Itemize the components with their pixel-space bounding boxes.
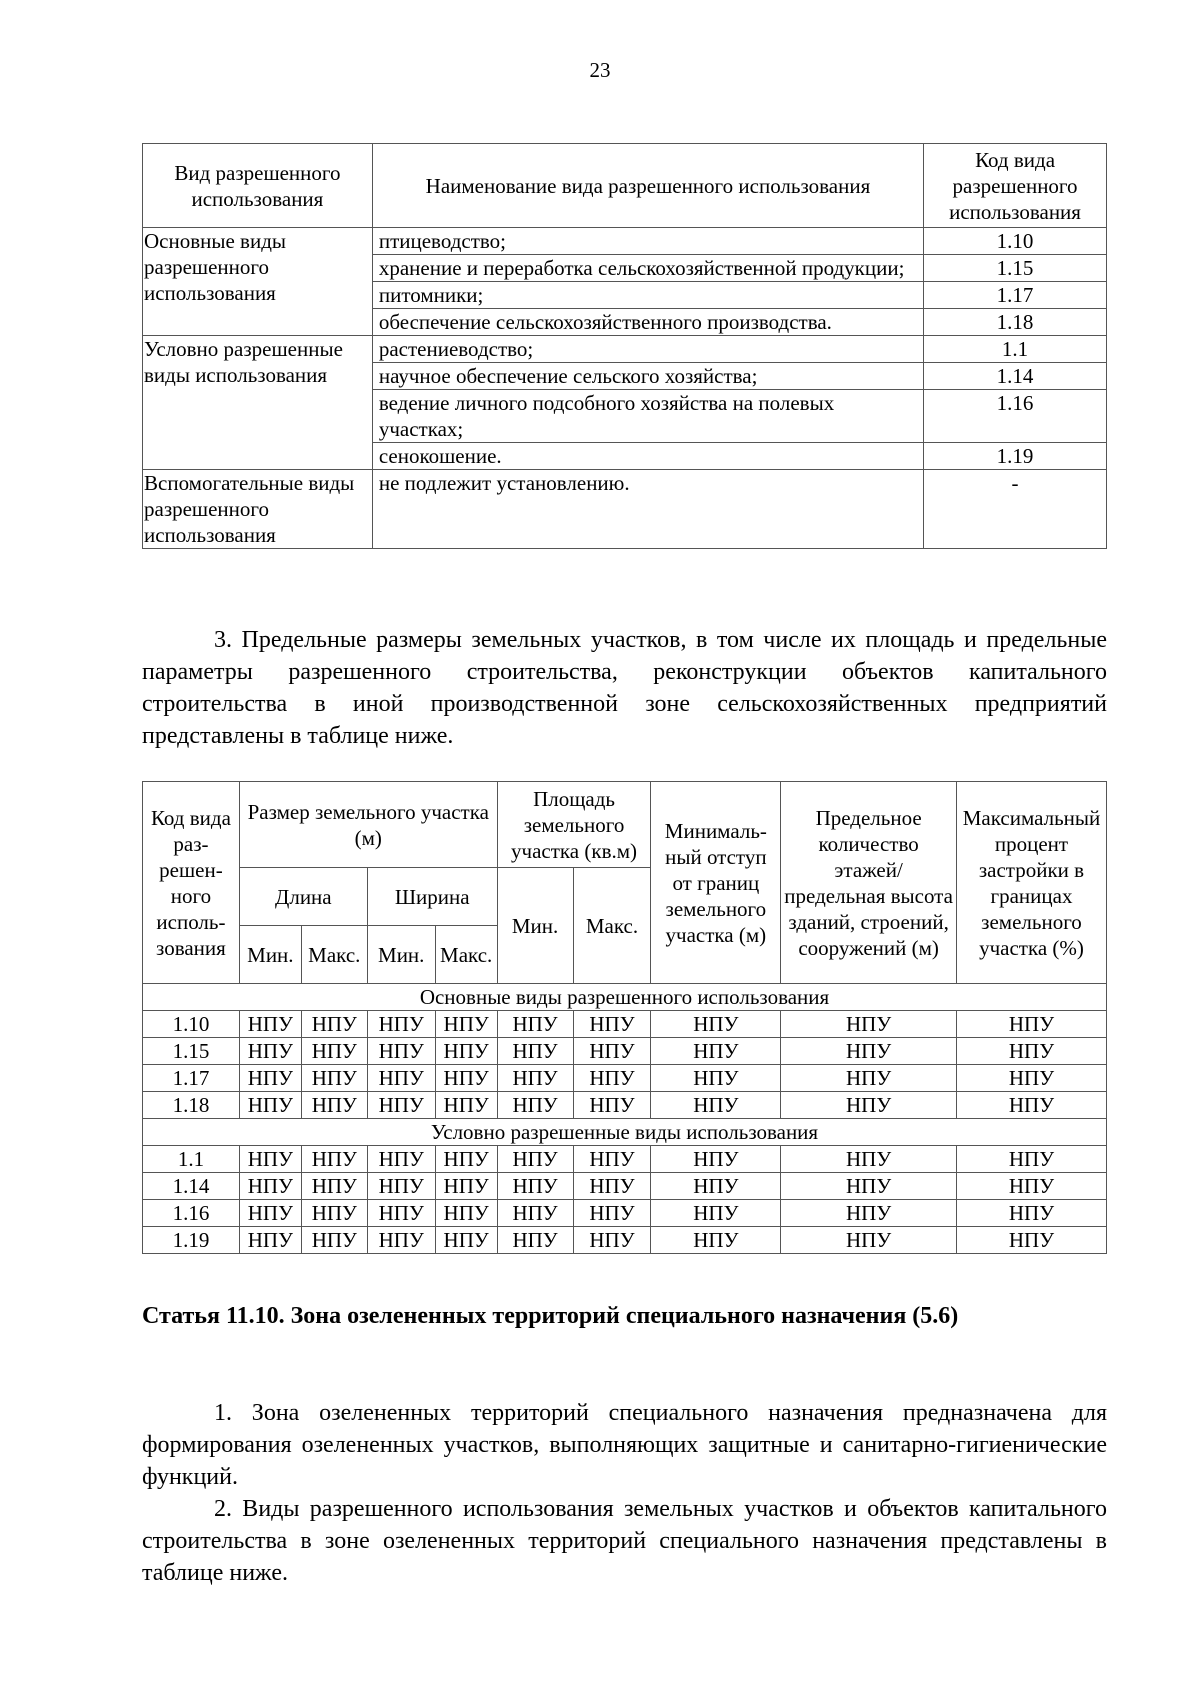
value-cell: НПУ <box>781 1038 957 1065</box>
section-title: Основные виды разрешенного использования <box>143 984 1107 1011</box>
value-cell: НПУ <box>301 1011 367 1038</box>
value-cell: НПУ <box>573 1173 651 1200</box>
value-cell: НПУ <box>367 1092 435 1119</box>
use-name-cell: ведение личного подсобного хозяйства на полевых участках; <box>372 390 923 443</box>
value-cell: НПУ <box>301 1038 367 1065</box>
header-length-max: Макс. <box>301 926 367 984</box>
table-row <box>143 1200 1107 1227</box>
value-cell: НПУ <box>435 1227 497 1254</box>
value-cell: НПУ <box>435 1011 497 1038</box>
header-area-max: Макс. <box>573 868 651 984</box>
article-paragraph-2: 2. Виды разрешенного использования земельных участков и объектов капитального строительства в зоне озелененных территорий специального назначения представлены в таблице ниже. <box>142 1496 1107 1586</box>
value-cell: НПУ <box>651 1173 781 1200</box>
use-code-cell: 1.18 <box>924 309 1107 336</box>
category-cell: Основные виды разрешенного использования <box>143 228 373 336</box>
code-cell: 1.16 <box>143 1200 240 1227</box>
header-use-kind: Вид разрешенного использования <box>143 144 373 228</box>
code-cell: 1.17 <box>143 1065 240 1092</box>
value-cell: НПУ <box>651 1011 781 1038</box>
value-cell: НПУ <box>435 1146 497 1173</box>
value-cell: НПУ <box>651 1065 781 1092</box>
table-row <box>143 1146 1107 1173</box>
value-cell: НПУ <box>239 1011 301 1038</box>
value-cell: НПУ <box>367 1038 435 1065</box>
use-code-cell: 1.17 <box>924 282 1107 309</box>
value-cell: НПУ <box>573 1227 651 1254</box>
value-cell: НПУ <box>367 1200 435 1227</box>
value-cell: НПУ <box>497 1065 573 1092</box>
value-cell: НПУ <box>781 1065 957 1092</box>
value-cell: НПУ <box>435 1200 497 1227</box>
header-width: Ширина <box>367 868 497 926</box>
value-cell: НПУ <box>301 1173 367 1200</box>
value-cell: НПУ <box>301 1092 367 1119</box>
value-cell: НПУ <box>781 1200 957 1227</box>
code-cell: 1.10 <box>143 1011 240 1038</box>
value-cell: НПУ <box>781 1146 957 1173</box>
value-cell: НПУ <box>573 1065 651 1092</box>
value-cell: НПУ <box>239 1200 301 1227</box>
params-body <box>143 984 1107 1254</box>
value-cell: НПУ <box>367 1173 435 1200</box>
value-cell: НПУ <box>497 1092 573 1119</box>
value-cell: НПУ <box>497 1038 573 1065</box>
use-code-cell: 1.15 <box>924 255 1107 282</box>
value-cell: НПУ <box>781 1173 957 1200</box>
header-width-max: Макс. <box>435 926 497 984</box>
use-name-cell: питомники; <box>372 282 923 309</box>
header-use-name: Наименование вида разрешенного использования <box>372 144 923 228</box>
value-cell: НПУ <box>301 1227 367 1254</box>
code-cell: 1.15 <box>143 1038 240 1065</box>
use-name-cell: не подлежит установлению. <box>372 470 923 549</box>
value-cell: НПУ <box>573 1038 651 1065</box>
value-cell: НПУ <box>435 1065 497 1092</box>
value-cell: НПУ <box>651 1227 781 1254</box>
code-cell: 1.1 <box>143 1146 240 1173</box>
header-area-min: Мин. <box>497 868 573 984</box>
section-row <box>143 984 1107 1011</box>
plot-parameters-table <box>142 781 1107 1254</box>
table-row <box>143 336 1107 363</box>
header-setback: Минималь-ный отступ от границ земельного участка (м) <box>651 782 781 984</box>
header-area: Площадь земельного участка (кв.м) <box>497 782 651 868</box>
category-cell: Вспомогательные виды разрешенного использования <box>143 470 373 549</box>
value-cell: НПУ <box>239 1173 301 1200</box>
value-cell: НПУ <box>367 1227 435 1254</box>
use-name-cell: растениеводство; <box>372 336 923 363</box>
value-cell: НПУ <box>651 1146 781 1173</box>
header-coverage: Максимальный процент застройки в границах земельного участка (%) <box>956 782 1106 984</box>
use-name-cell: научное обеспечение сельского хозяйства; <box>372 363 923 390</box>
article-paragraph-1: 1. Зона озелененных территорий специального назначения предназначена для формирования озелененных участков, выполняющих защитные и санитарно-гигиенические функций. <box>142 1400 1107 1490</box>
value-cell: НПУ <box>367 1065 435 1092</box>
value-cell: НПУ <box>435 1173 497 1200</box>
use-name-cell: обеспечение сельскохозяйственного производства. <box>372 309 923 336</box>
header-floors: Предельное количество этажей/ предельная высота зданий, строений, сооружений (м) <box>781 782 957 984</box>
value-cell: НПУ <box>497 1146 573 1173</box>
use-code-cell: 1.16 <box>924 390 1107 443</box>
value-cell: НПУ <box>781 1227 957 1254</box>
value-cell: НПУ <box>573 1200 651 1227</box>
value-cell: НПУ <box>956 1011 1106 1038</box>
table-row <box>143 1227 1107 1254</box>
table-row <box>143 1011 1107 1038</box>
value-cell: НПУ <box>435 1092 497 1119</box>
header-use-code: Код вида разрешенного использования <box>924 144 1107 228</box>
value-cell: НПУ <box>497 1200 573 1227</box>
table-row <box>143 470 1107 549</box>
value-cell: НПУ <box>301 1146 367 1173</box>
use-code-cell: 1.1 <box>924 336 1107 363</box>
code-cell: 1.19 <box>143 1227 240 1254</box>
value-cell: НПУ <box>956 1200 1106 1227</box>
use-code-cell: 1.19 <box>924 443 1107 470</box>
table-row <box>143 1092 1107 1119</box>
header-plot-size: Размер земельного участка (м) <box>239 782 497 868</box>
value-cell: НПУ <box>301 1065 367 1092</box>
value-cell: НПУ <box>781 1092 957 1119</box>
value-cell: НПУ <box>956 1146 1106 1173</box>
value-cell: НПУ <box>239 1227 301 1254</box>
value-cell: НПУ <box>239 1038 301 1065</box>
value-cell: НПУ <box>239 1092 301 1119</box>
code-cell: 1.14 <box>143 1173 240 1200</box>
header-width-min: Мин. <box>367 926 435 984</box>
header-code: Код вида раз-решен-ного исполь-зования <box>143 782 240 984</box>
value-cell: НПУ <box>651 1200 781 1227</box>
value-cell: НПУ <box>239 1146 301 1173</box>
value-cell: НПУ <box>651 1092 781 1119</box>
value-cell: НПУ <box>367 1011 435 1038</box>
use-code-cell: - <box>924 470 1107 549</box>
value-cell: НПУ <box>573 1092 651 1119</box>
header-length-min: Мин. <box>239 926 301 984</box>
value-cell: НПУ <box>956 1092 1106 1119</box>
article-heading: Статья 11.10. Зона озелененных территорий специального назначения (5.6) <box>142 1303 959 1329</box>
value-cell: НПУ <box>497 1227 573 1254</box>
value-cell: НПУ <box>651 1038 781 1065</box>
use-code-cell: 1.14 <box>924 363 1107 390</box>
table-row <box>143 228 1107 255</box>
value-cell: НПУ <box>497 1173 573 1200</box>
value-cell: НПУ <box>367 1146 435 1173</box>
value-cell: НПУ <box>956 1065 1106 1092</box>
value-cell: НПУ <box>301 1200 367 1227</box>
code-cell: 1.18 <box>143 1092 240 1119</box>
value-cell: НПУ <box>956 1227 1106 1254</box>
permitted-uses-table <box>142 143 1107 549</box>
value-cell: НПУ <box>239 1065 301 1092</box>
table-row <box>143 1065 1107 1092</box>
category-cell: Условно разрешенные виды использования <box>143 336 373 470</box>
value-cell: НПУ <box>781 1011 957 1038</box>
value-cell: НПУ <box>956 1038 1106 1065</box>
table-row <box>143 1173 1107 1200</box>
use-name-cell: хранение и переработка сельскохозяйственной продукции; <box>372 255 923 282</box>
value-cell: НПУ <box>435 1038 497 1065</box>
value-cell: НПУ <box>956 1173 1106 1200</box>
page-number: 23 <box>589 58 611 82</box>
value-cell: НПУ <box>573 1146 651 1173</box>
use-name-cell: сенокошение. <box>372 443 923 470</box>
table-row <box>143 1038 1107 1065</box>
section-title: Условно разрешенные виды использования <box>143 1119 1107 1146</box>
paragraph-3: 3. Предельные размеры земельных участков, в том числе их площадь и предельные параметры разрешенного строительства, реконструкции объектов капитального строительства в иной производственной зоне сельскохозяйственных предприятий представлены в таблице ниже. <box>142 627 1107 749</box>
section-row <box>143 1119 1107 1146</box>
value-cell: НПУ <box>573 1011 651 1038</box>
header-length: Длина <box>239 868 367 926</box>
use-name-cell: птицеводство; <box>372 228 923 255</box>
use-code-cell: 1.10 <box>924 228 1107 255</box>
value-cell: НПУ <box>497 1011 573 1038</box>
